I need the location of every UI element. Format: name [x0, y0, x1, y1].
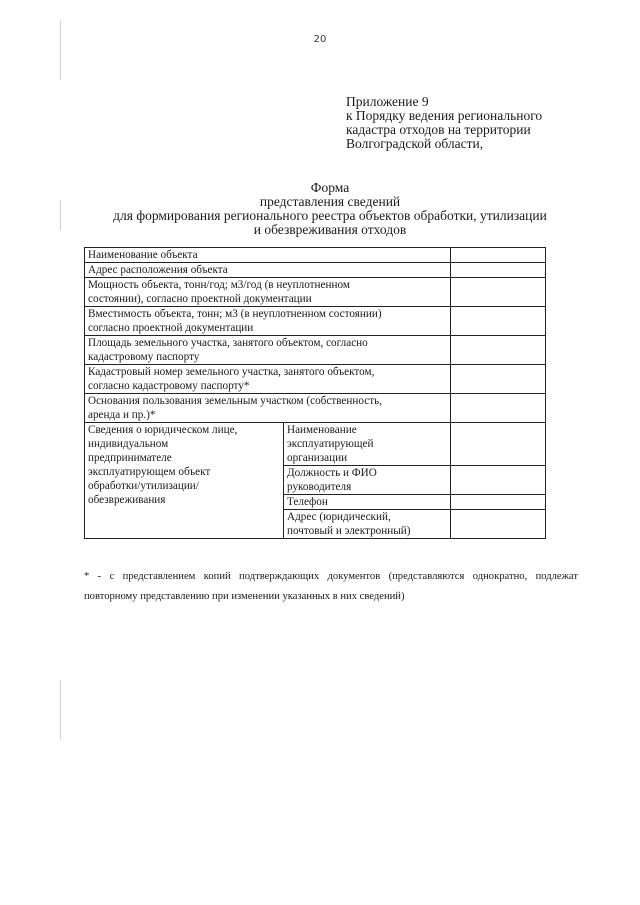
row-label: Адрес расположения объекта	[85, 263, 451, 278]
value-cell[interactable]	[451, 307, 546, 336]
value-cell[interactable]	[451, 248, 546, 263]
legal-entity-label: Сведения о юридическом лице, индивидуальном предпринимателе эксплуатирующем объект обработки/утилизации/ обезвреживания	[85, 423, 284, 539]
table-row	[85, 263, 546, 278]
form-title-line: и обезвреживания отходов	[253, 222, 407, 237]
row-label: Наименование объекта	[85, 248, 451, 263]
table-row	[85, 307, 546, 336]
appendix-line: кадастра отходов на территории	[346, 122, 531, 137]
value-cell[interactable]	[451, 394, 546, 423]
form-title-line: Форма	[310, 180, 350, 195]
table-row	[85, 423, 546, 466]
form-title	[70, 181, 590, 237]
value-cell[interactable]	[451, 510, 546, 539]
row-label: Вместимость объекта, тонн; м3 (в неуплотненном состоянии) согласно проектной документации	[85, 307, 451, 336]
value-cell[interactable]	[451, 466, 546, 495]
value-cell[interactable]	[451, 423, 546, 466]
value-cell[interactable]	[451, 365, 546, 394]
row-label: Площадь земельного участка, занятого объектом, согласно кадастровому паспорту	[85, 336, 451, 365]
value-cell[interactable]	[451, 278, 546, 307]
appendix-header	[346, 95, 606, 151]
appendix-line: Приложение 9	[346, 94, 429, 109]
value-cell[interactable]	[451, 263, 546, 278]
table-row	[85, 248, 546, 263]
registry-form-table	[84, 247, 546, 539]
sub-row-label: Телефон	[284, 495, 451, 510]
scan-margin-mark	[60, 680, 61, 740]
row-label: Мощность объекта, тонн/год; м3/год (в неуплотненном состоянии), согласно проектной документации	[85, 278, 451, 307]
form-title-line: представления сведений	[259, 194, 401, 209]
row-label: Основания пользования земельным участком (собственность, аренда и пр.)*	[85, 394, 451, 423]
sub-row-label: Должность и ФИО руководителя	[284, 466, 451, 495]
row-label: Кадастровый номер земельного участка, занятого объектом, согласно кадастровому паспорту*	[85, 365, 451, 394]
table-row	[85, 365, 546, 394]
value-cell[interactable]	[451, 336, 546, 365]
scan-margin-mark	[60, 200, 61, 230]
appendix-line: Волгоградской области,	[346, 136, 484, 151]
scan-margin-mark	[60, 20, 61, 80]
sub-row-label: Наименование эксплуатирующей организации	[284, 423, 451, 466]
table-row	[85, 394, 546, 423]
appendix-line: к Порядку ведения регионального	[346, 108, 543, 123]
table-row	[85, 336, 546, 365]
page-number: 20	[313, 34, 327, 45]
sub-row-label: Адрес (юридический, почтовый и электронный)	[284, 510, 451, 539]
table-row	[85, 278, 546, 307]
value-cell[interactable]	[451, 495, 546, 510]
form-title-line: для формирования регионального реестра объектов обработки, утилизации	[113, 208, 547, 223]
footnote: * - с представлением копий подтверждающих документов (представляются однократно, подлежат повторному представлению при изменении указанных в них сведений)	[84, 571, 578, 602]
